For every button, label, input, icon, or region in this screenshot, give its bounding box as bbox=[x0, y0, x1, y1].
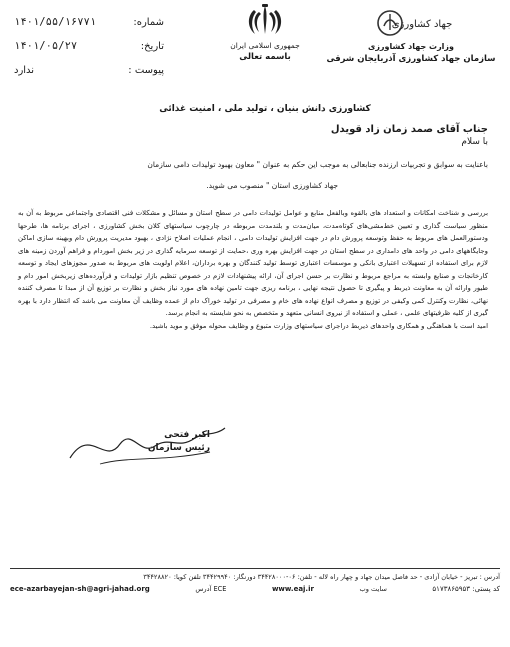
ece-label: ECE آدرس bbox=[195, 585, 227, 593]
office-address: آدرس : تبریز - خیابان آزادی - حد فاصل میدان جهاد و چهار راه لاله - تلفن: ۰۶-۳۴۴۲۸۰۰۰ دورنگار: ۳۴۴۲۹۹۴۰ تلفن کویا: ۳۴۴۲۸۸۲۰ bbox=[143, 573, 500, 581]
letter-number: ۱۴۰۱/۵۵/۱۶۷۷۱ bbox=[14, 16, 97, 28]
number-label: شماره: bbox=[133, 16, 164, 28]
state-emblem-block bbox=[210, 4, 320, 62]
signer-title: رئیس سازمان bbox=[147, 443, 210, 453]
jahad-logo bbox=[376, 6, 453, 40]
letter-date: ۱۴۰۱/۰۵/۲۷ bbox=[14, 40, 78, 52]
logo-text: جهاد کشاورزی bbox=[391, 19, 453, 30]
postal-code: کد پستی: ۵۱۷۳۸۶۵۹۵۳ bbox=[432, 585, 500, 593]
duties-paragraph: بررسی و شناخت امکانات و استعداد های بالقوه وبالفعل منابع و عوامل تولیدات دامی در سطح استان و مسائل و مشکلات فنی اقتصادی واجتماعی مربوط به آن به منظور سیاست گذاری و تعیین خط‌مشی‌های کوتاه‌مدت، میان‌مدت و بلندمدت مربوطه در چارچوب سیاستهای کلان بخش کشاورزی ، اجرای برنامه ها، طرحها ودستورالعمل های مربوط به حفظ وتوسعه پرورش دام در جهت افزایش تولیدات دامی ، انجام عملیات اصلاح نژادی ، بهبود مدیریت پرورش دام وبهینه سازی اماکن وجایگاههای دامی در واحد های دامداری در سطح استان در جهت افزایش بهره وری ،حمایت از توسعه سرمایه گذاری در زیر بخش اموردام و فراهم آوردن زمینه های لازم برای استفاده از تسهیلات اعتباری بانکی و موسسات اعتباری توسط تولید کنندگان و بهره برداران، اعلام اولویت های مربوط به صدور مجوزهای ایجاد و توسعه کارخانجات و صنایع وابسته به مراجع مربوط و نظارت بر حسن اجرای آن، ارائه پیشنهادات لازم در خصوص تنظیم بازار تولیدات و فرآورده‌های زیربخش امور دام و طیور وارائه آن به معاونت ذیربط و پیگیری تا حصول نتیجه نهایی ، برنامه ریزی جهت تامین نهاده های مورد نیاز بخش و نظارت بر توزیع آن از مبدا تا مصرف کننده نهائی، نظارت وکنترل کمی وکیفی در توزیع و مصرف انواع نهاده های خام و مصرفی در تولید خوراک دام از عمده وظایف آن معاونت می باشد که انتظار دارد با بهره گیری از کلیه ظرفیتهای علمی ، عملی و استفاده از نیروی انسانی متعهد و متخصص به نحو شایسته به انجام برسد. bbox=[18, 209, 488, 317]
footer-address-row bbox=[10, 571, 500, 583]
letter-body bbox=[18, 124, 488, 332]
footer-divider bbox=[10, 568, 500, 569]
attachment-label: پیوست : bbox=[128, 64, 164, 76]
organization-name: سازمان جهاد کشاورزی آذربایجان شرقی bbox=[326, 54, 496, 64]
republic-label: جمهوری اسلامی ایران bbox=[230, 41, 300, 50]
basmaleh: باسمه تعالی bbox=[239, 52, 291, 62]
date-label: تاریخ: bbox=[140, 40, 164, 52]
date-row bbox=[14, 34, 164, 58]
number-row bbox=[14, 10, 164, 34]
intro-text: باعنایت به سوابق و تجربیات ارزنده جنابعالی به موجب این حکم به عنوان " معاون بهبود تولیدات دامی سازمان bbox=[147, 160, 488, 169]
ece-email: ece-azarbayejan-sh@agri-jahad.org bbox=[10, 585, 150, 593]
iran-emblem-icon bbox=[245, 4, 285, 38]
greeting: با سلام bbox=[461, 137, 488, 147]
website-link[interactable]: www.eaj.ir bbox=[271, 585, 314, 593]
attachment-value: ندارد bbox=[14, 64, 35, 76]
signature-block bbox=[70, 430, 210, 453]
letter-footer bbox=[10, 571, 500, 595]
addressee: جناب آقای صمد زمان زاد قویدل bbox=[330, 124, 488, 135]
jahad-logo-icon bbox=[376, 6, 453, 40]
organization-block bbox=[326, 6, 496, 64]
footer-contact-row bbox=[10, 583, 500, 595]
slogan: کشاورزی دانش بنیان ، تولید ملی ، امنیت غذائی bbox=[159, 104, 371, 114]
handwritten-signature-icon bbox=[60, 416, 230, 476]
letter-meta bbox=[14, 10, 164, 82]
intro-continuation: جهاد کشاورزی استان " منصوب می شوید. bbox=[206, 181, 338, 190]
closing-paragraph: امید است با هماهنگی و همکاری واحدهای ذیربط دراجرای سیاستهای وزارت متبوع و وظایف محوله موفق و موید باشید. bbox=[149, 321, 488, 330]
signer-name: اکبر فتحی bbox=[164, 430, 210, 440]
attachment-row bbox=[14, 58, 164, 82]
ministry-name: وزارت جهاد کشاورزی bbox=[367, 42, 454, 51]
website-label: سایت وب bbox=[359, 585, 387, 593]
